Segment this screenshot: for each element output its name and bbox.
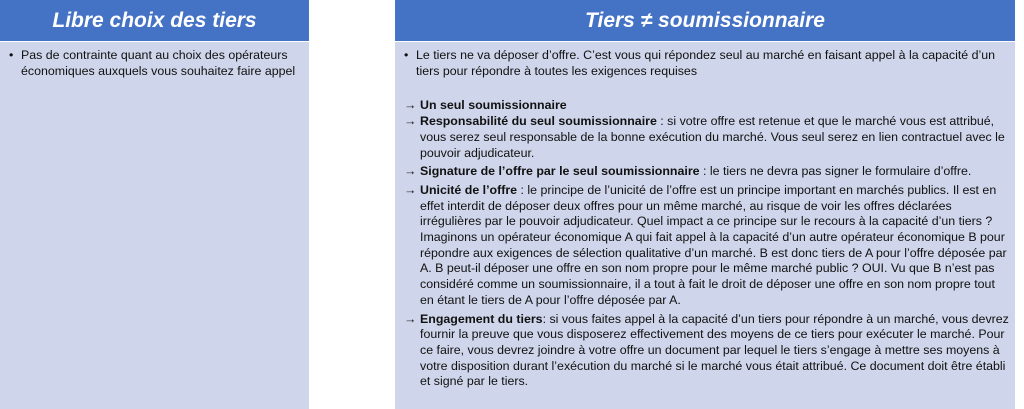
section-item [404, 183, 1009, 309]
bullet-text: Le tiers ne va déposer d’offre. C’est vous qui répondez seul au marché en faisant appel à la capacité d’un tiers pour répondre à toutes les exigences requises [416, 48, 996, 78]
section-item [404, 114, 1009, 161]
section-heading: Un seul soumissionnaire [420, 98, 567, 113]
left-panel [0, 0, 309, 409]
left-panel-body [0, 42, 309, 409]
section-text: : le tiers ne devra pas signer le formulaire d’offre. [699, 164, 972, 179]
arrow-icon: → [404, 182, 417, 197]
section-text: : le principe de l’unicité de l’offre est un principe important en marchés publics. Il est en effet interdit de déposer deux offres pour un même marché, au risque de voir les offres déclarées irrégulières par le pouvoir adjudicateur. Quel impact a ce principe sur le recours à la capacité d’un tiers ? Imaginons un opérateur économique A qui fait appel à la capacité d’un autre opérateur économique B pour répondre aux exigences de sélection qualitative d’un marché. B est donc tiers de A pour l’offre déposée par A. B peut-il déposer une offre en son nom propre pour le même marché public ? OUI. Vu que B n’est pas considéré comme un soumissionnaire, il a tout à fait le droit de déposer une offre en son nom propre tout en étant le tiers de A pour l’offre déposée par A. [420, 182, 1007, 307]
arrow-icon: → [404, 98, 417, 113]
section-heading: Unicité de l’offre [420, 182, 518, 197]
arrow-icon: → [404, 311, 417, 326]
section-item [404, 312, 1009, 391]
section-heading: Signature de l’offre par le seul soumissionnaire [420, 164, 700, 179]
left-panel-title: Libre choix des tiers [0, 0, 309, 42]
section-heading: Engagement du tiers [420, 311, 543, 326]
right-panel-title: Tiers ≠ soumissionnaire [395, 0, 1015, 42]
list-item [404, 48, 1009, 79]
section-item [404, 164, 1009, 180]
section-heading: Responsabilité du seul soumissionnaire [420, 114, 657, 129]
section-text: : si vous faites appel à la capacité d’un tiers pour répondre à un marché, vous devrez fournir la preuve que vous disposerez effectivement des moyens de ce tiers pour exécuter le marché. Pour ce faire, vous devrez joindre à votre offre un document par lequel le tiers s’engage à mettre ses moyens à votre disposition durant l’exécution du marché si le marché vous était attribué. Ce document doit être établi et signé par le tiers. [420, 311, 1009, 389]
bullet-text: Pas de contrainte quant au choix des opérateurs économiques auxquels vous souhaitez faire appel [21, 48, 296, 78]
list-item [9, 48, 303, 79]
right-panel [395, 0, 1015, 409]
right-panel-body [395, 42, 1015, 409]
arrow-icon: → [404, 164, 417, 179]
arrow-icon: → [404, 114, 417, 129]
section-text: : si votre offre est retenue et que le marché vous est attribué, vous serez seul responsable de la bonne exécution du marché. Vous seul serez en lien contractuel avec le pouvoir adjudicateur. [420, 114, 1005, 160]
bullet-icon: • [404, 48, 409, 62]
section-item [404, 98, 1009, 114]
bullet-icon: • [9, 48, 14, 62]
